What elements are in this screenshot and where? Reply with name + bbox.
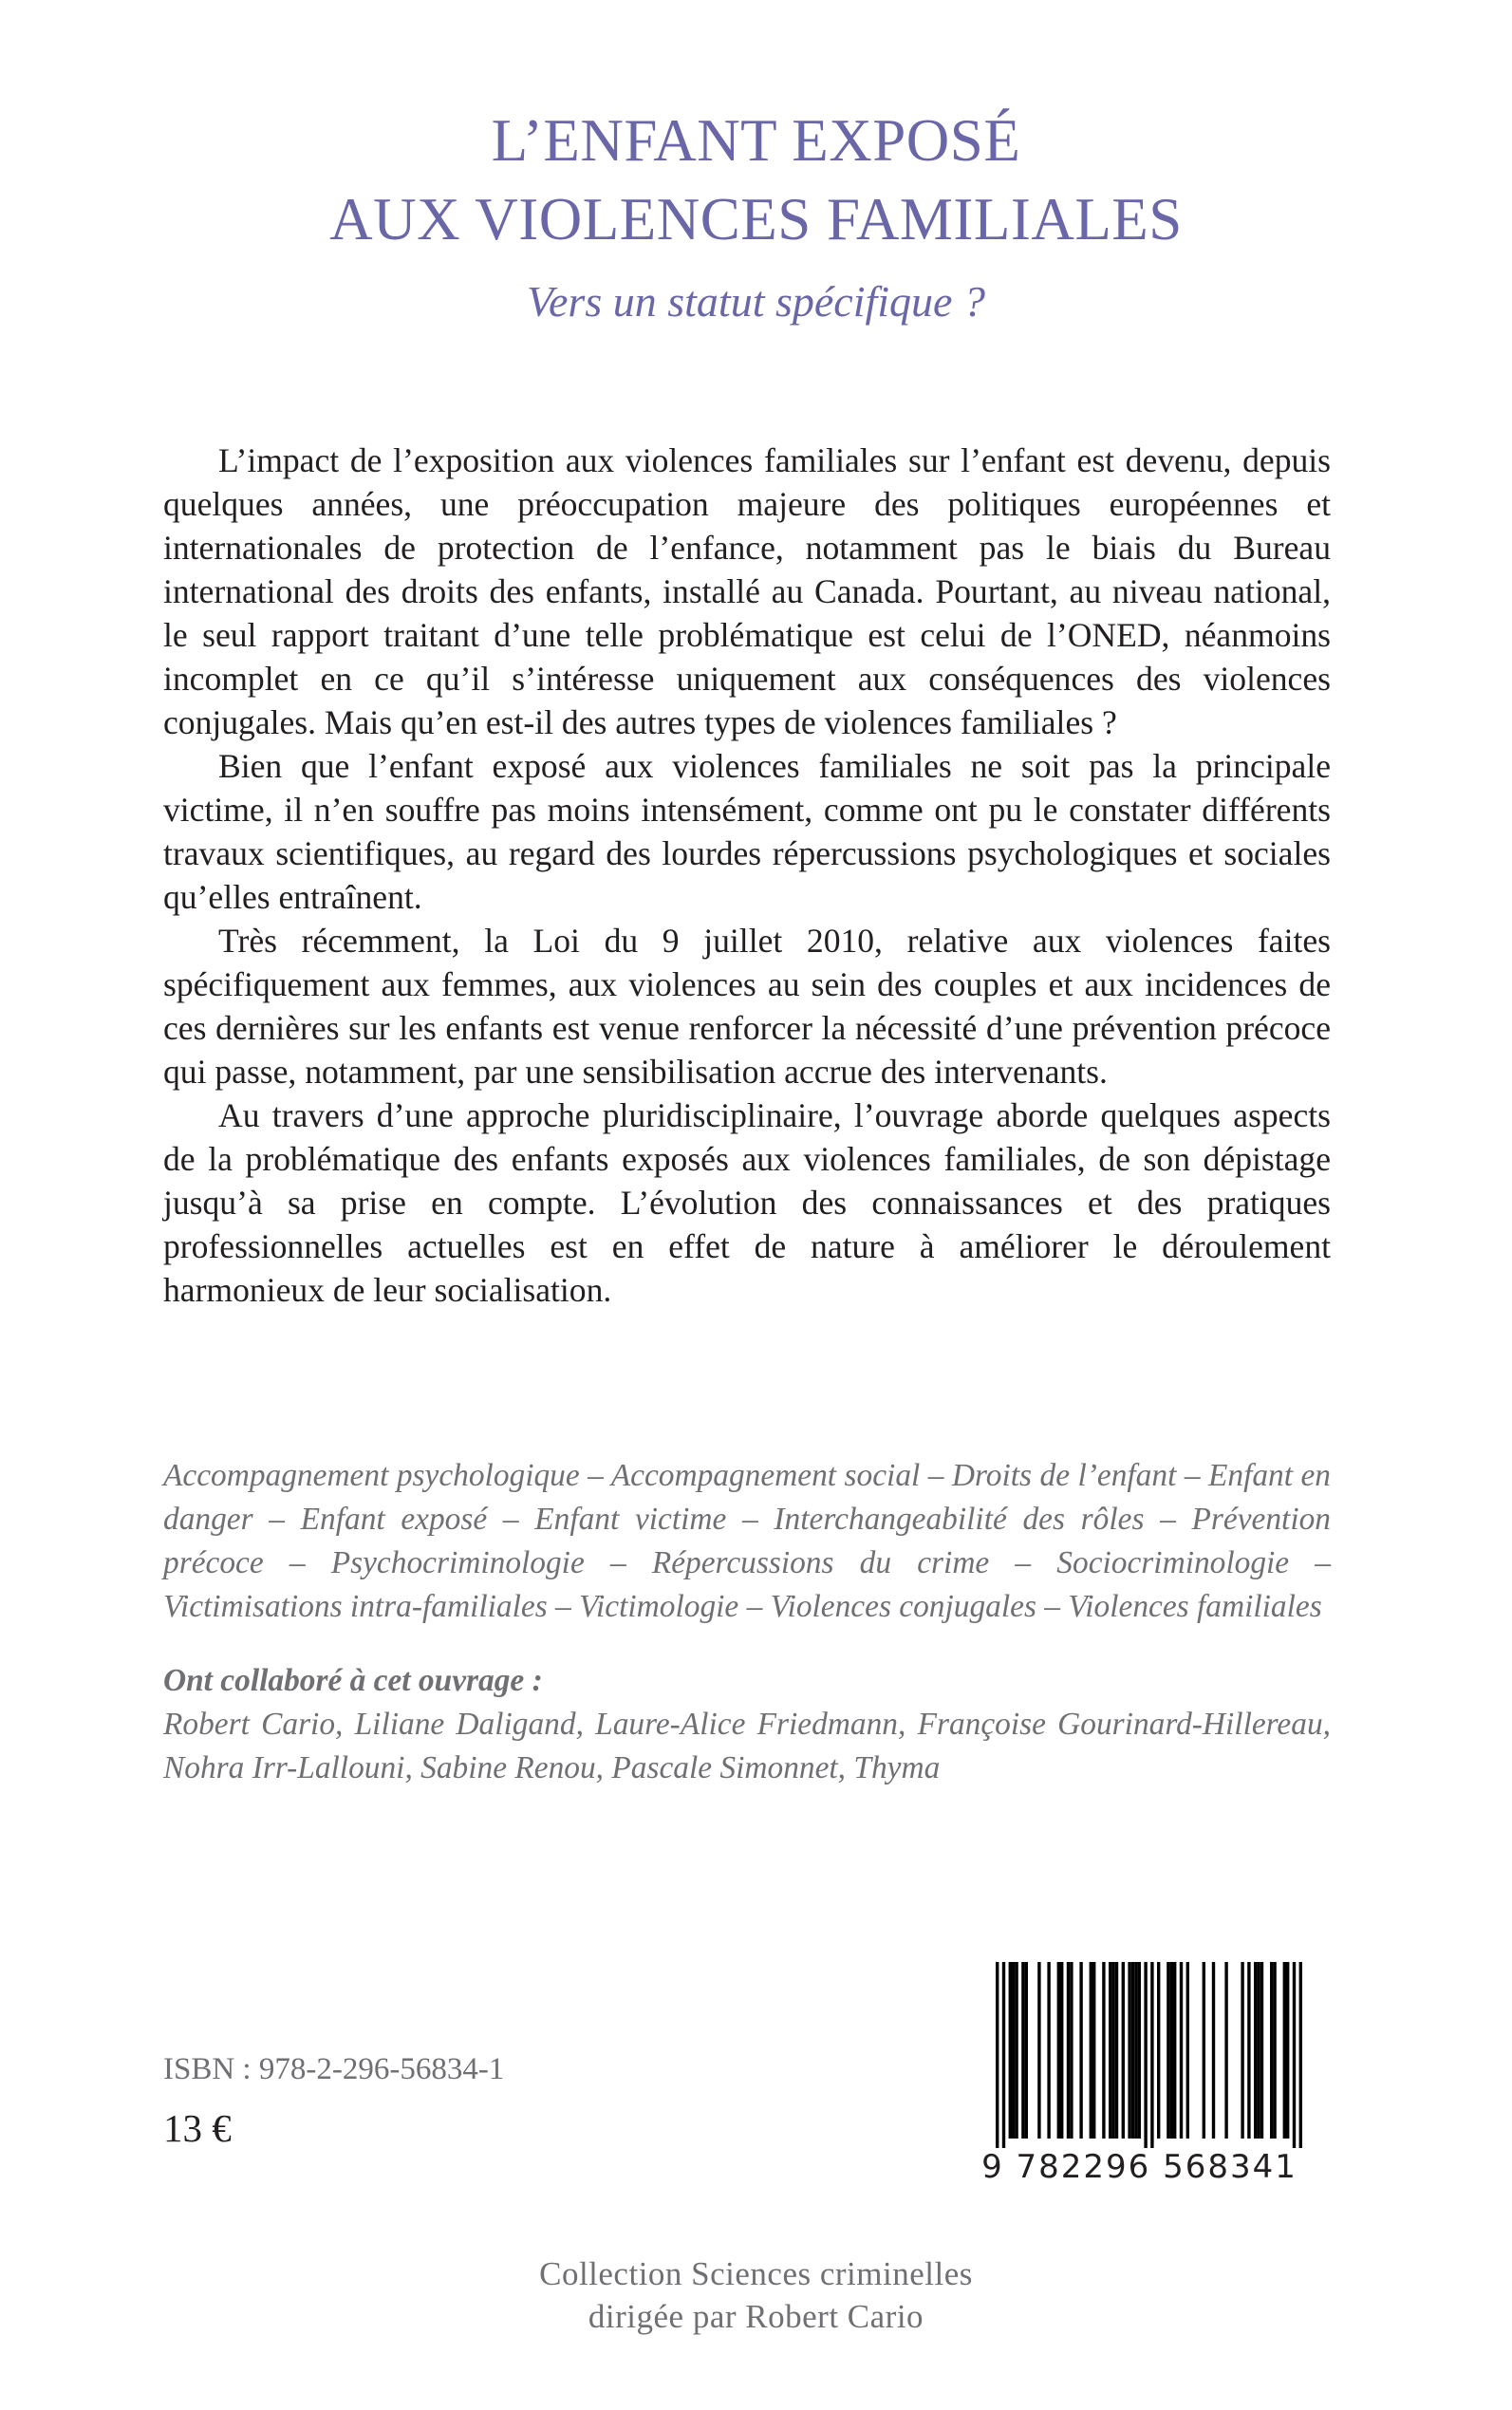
barcode-bar	[1212, 1962, 1215, 2139]
barcode-bar	[1254, 1962, 1257, 2139]
barcode-bar	[1090, 1962, 1092, 2139]
book-title-line-1: L’ENFANT EXPOSÉ	[491, 107, 1021, 174]
barcode-bar	[1167, 1962, 1169, 2139]
barcode-bar	[1293, 1962, 1296, 2152]
collection-director: dirigée par Robert Cario	[588, 2298, 924, 2335]
barcode-bar	[1170, 1962, 1173, 2139]
barcode-bar	[1092, 1962, 1095, 2139]
barcode-digits: 9 782296 568341	[961, 2148, 1317, 2186]
barcode-bar	[1134, 1962, 1137, 2139]
barcode-bar	[1021, 1962, 1024, 2139]
barcode-bar	[1241, 1962, 1243, 2139]
barcode-bar	[1286, 1962, 1289, 2139]
barcode	[961, 1962, 1317, 2185]
barcode-bar	[1102, 1962, 1105, 2139]
barcode-bar	[1144, 1962, 1147, 2152]
barcode-bar	[1138, 1962, 1141, 2139]
barcode-bar	[996, 1962, 999, 2152]
barcode-bars	[961, 1962, 1317, 2152]
barcode-bar	[1057, 1962, 1060, 2139]
barcode-bar	[1157, 1962, 1160, 2139]
barcode-bar	[1070, 1962, 1073, 2139]
barcode-bar	[1173, 1962, 1176, 2139]
blurb-text	[163, 439, 1331, 1312]
barcode-bar	[1186, 1962, 1189, 2139]
contributors-names: Robert Cario, Liliane Daligand, Laure-Alice Friedmann, Françoise Gourinard-Hillereau, Nohra Irr-Lallouni, Sabine Renou, Pascale Simonnet, Thyma	[163, 1707, 1331, 1785]
barcode-bar	[1270, 1962, 1273, 2139]
blurb-paragraph-2: Bien que l’enfant exposé aux violences familiales ne soit pas la principale victime, il n’en souffre pas moins intensément, comme ont pu le constater différents travaux scientifiques, au regard des lourdes répercussions psychologiques et sociales qu’elles entraînent.	[163, 747, 1331, 916]
price-text: 13 €	[163, 2106, 232, 2150]
barcode-bar	[1079, 1962, 1082, 2139]
book-subtitle: Vers un statut spécifique ?	[527, 277, 985, 326]
blurb-paragraph-1: L’impact de l’exposition aux violences familiales sur l’enfant est devenu, depuis quelques années, une préoccupation majeure des politiques européennes et internationales de protection de l’enfance, notamment pas le biais du Bureau international des droits des enfants, installé au Canada. Pourtant, au niveau national, le seul rapport traitant d’une telle problématique est celui de l’ONED, néanmoins incomplet en ce qu’il s’intéresse uniquement aux conséquences des violences conjugales. Mais qu’en est-il des autres types de violences familiales ?	[163, 441, 1331, 741]
barcode-bar	[1224, 1962, 1227, 2139]
book-title-line-2: AUX VIOLENCES FAMILIALES	[329, 186, 1183, 252]
barcode-bar	[1002, 1962, 1005, 2152]
collection-name: Collection Sciences criminelles	[539, 2255, 973, 2292]
barcode-bar	[1128, 1962, 1130, 2139]
barcode-bar	[1150, 1962, 1153, 2152]
barcode-bar	[1122, 1962, 1125, 2139]
barcode-bar	[1203, 1962, 1205, 2139]
blurb-paragraph-4: Au travers d’une approche pluridisciplinaire, l’ouvrage aborde quelques aspects de la problématique des enfants exposés aux violences familiales, de son dépistage jusqu’à sa prise en compte. L’évolution des connaissances et des pratiques professionnelles actuelles est en effet de nature à améliorer le déroulement harmonieux de leur socialisation.	[163, 1096, 1331, 1309]
barcode-bar	[1047, 1962, 1050, 2139]
barcode-bar	[1247, 1962, 1250, 2139]
contributors-heading: Ont collaboré à cet ouvrage :	[163, 1663, 543, 1698]
barcode-bar	[1060, 1962, 1063, 2139]
barcode-bar	[1299, 1962, 1302, 2152]
barcode-bar	[1257, 1962, 1260, 2139]
barcode-bar	[1273, 1962, 1276, 2139]
barcode-bar	[1037, 1962, 1040, 2139]
barcode-bar	[1015, 1962, 1017, 2139]
barcode-bar	[1025, 1962, 1028, 2139]
blurb-paragraph-3: Très récemment, la Loi du 9 juillet 2010, relative aux violences faites spécifiquement aux femmes, aux violences au sein des couples et aux incidences de ces dernières sur les enfants est venue renforcer la nécessité d’une prévention précoce qui passe, notamment, par une sensibilisation accrue des intervenants.	[163, 922, 1331, 1091]
barcode-bar	[1283, 1962, 1286, 2139]
isbn-text: ISBN : 978-2-296-56834-1	[163, 2052, 505, 2086]
barcode-bar	[1111, 1962, 1114, 2139]
barcode-bar	[1012, 1962, 1015, 2139]
barcode-bar	[1115, 1962, 1118, 2139]
barcode-bar	[1180, 1962, 1183, 2139]
barcode-bar	[1009, 1962, 1012, 2139]
barcode-bar	[1109, 1962, 1111, 2139]
barcode-bar	[1067, 1962, 1070, 2139]
barcode-bar	[1131, 1962, 1134, 2139]
barcode-bar	[1260, 1962, 1263, 2139]
keywords-list: Accompagnement psychologique – Accompagnement social – Droits de l’enfant – Enfant en danger – Enfant exposé – Enfant victime – Interchangeabilité des rôles – Prévention précoce – Psychocriminologie – Répercussions du crime – Sociocriminologie – Victimisations intra-familiales – Victimologie – Violences conjugales – Violences familiales	[163, 1458, 1331, 1624]
